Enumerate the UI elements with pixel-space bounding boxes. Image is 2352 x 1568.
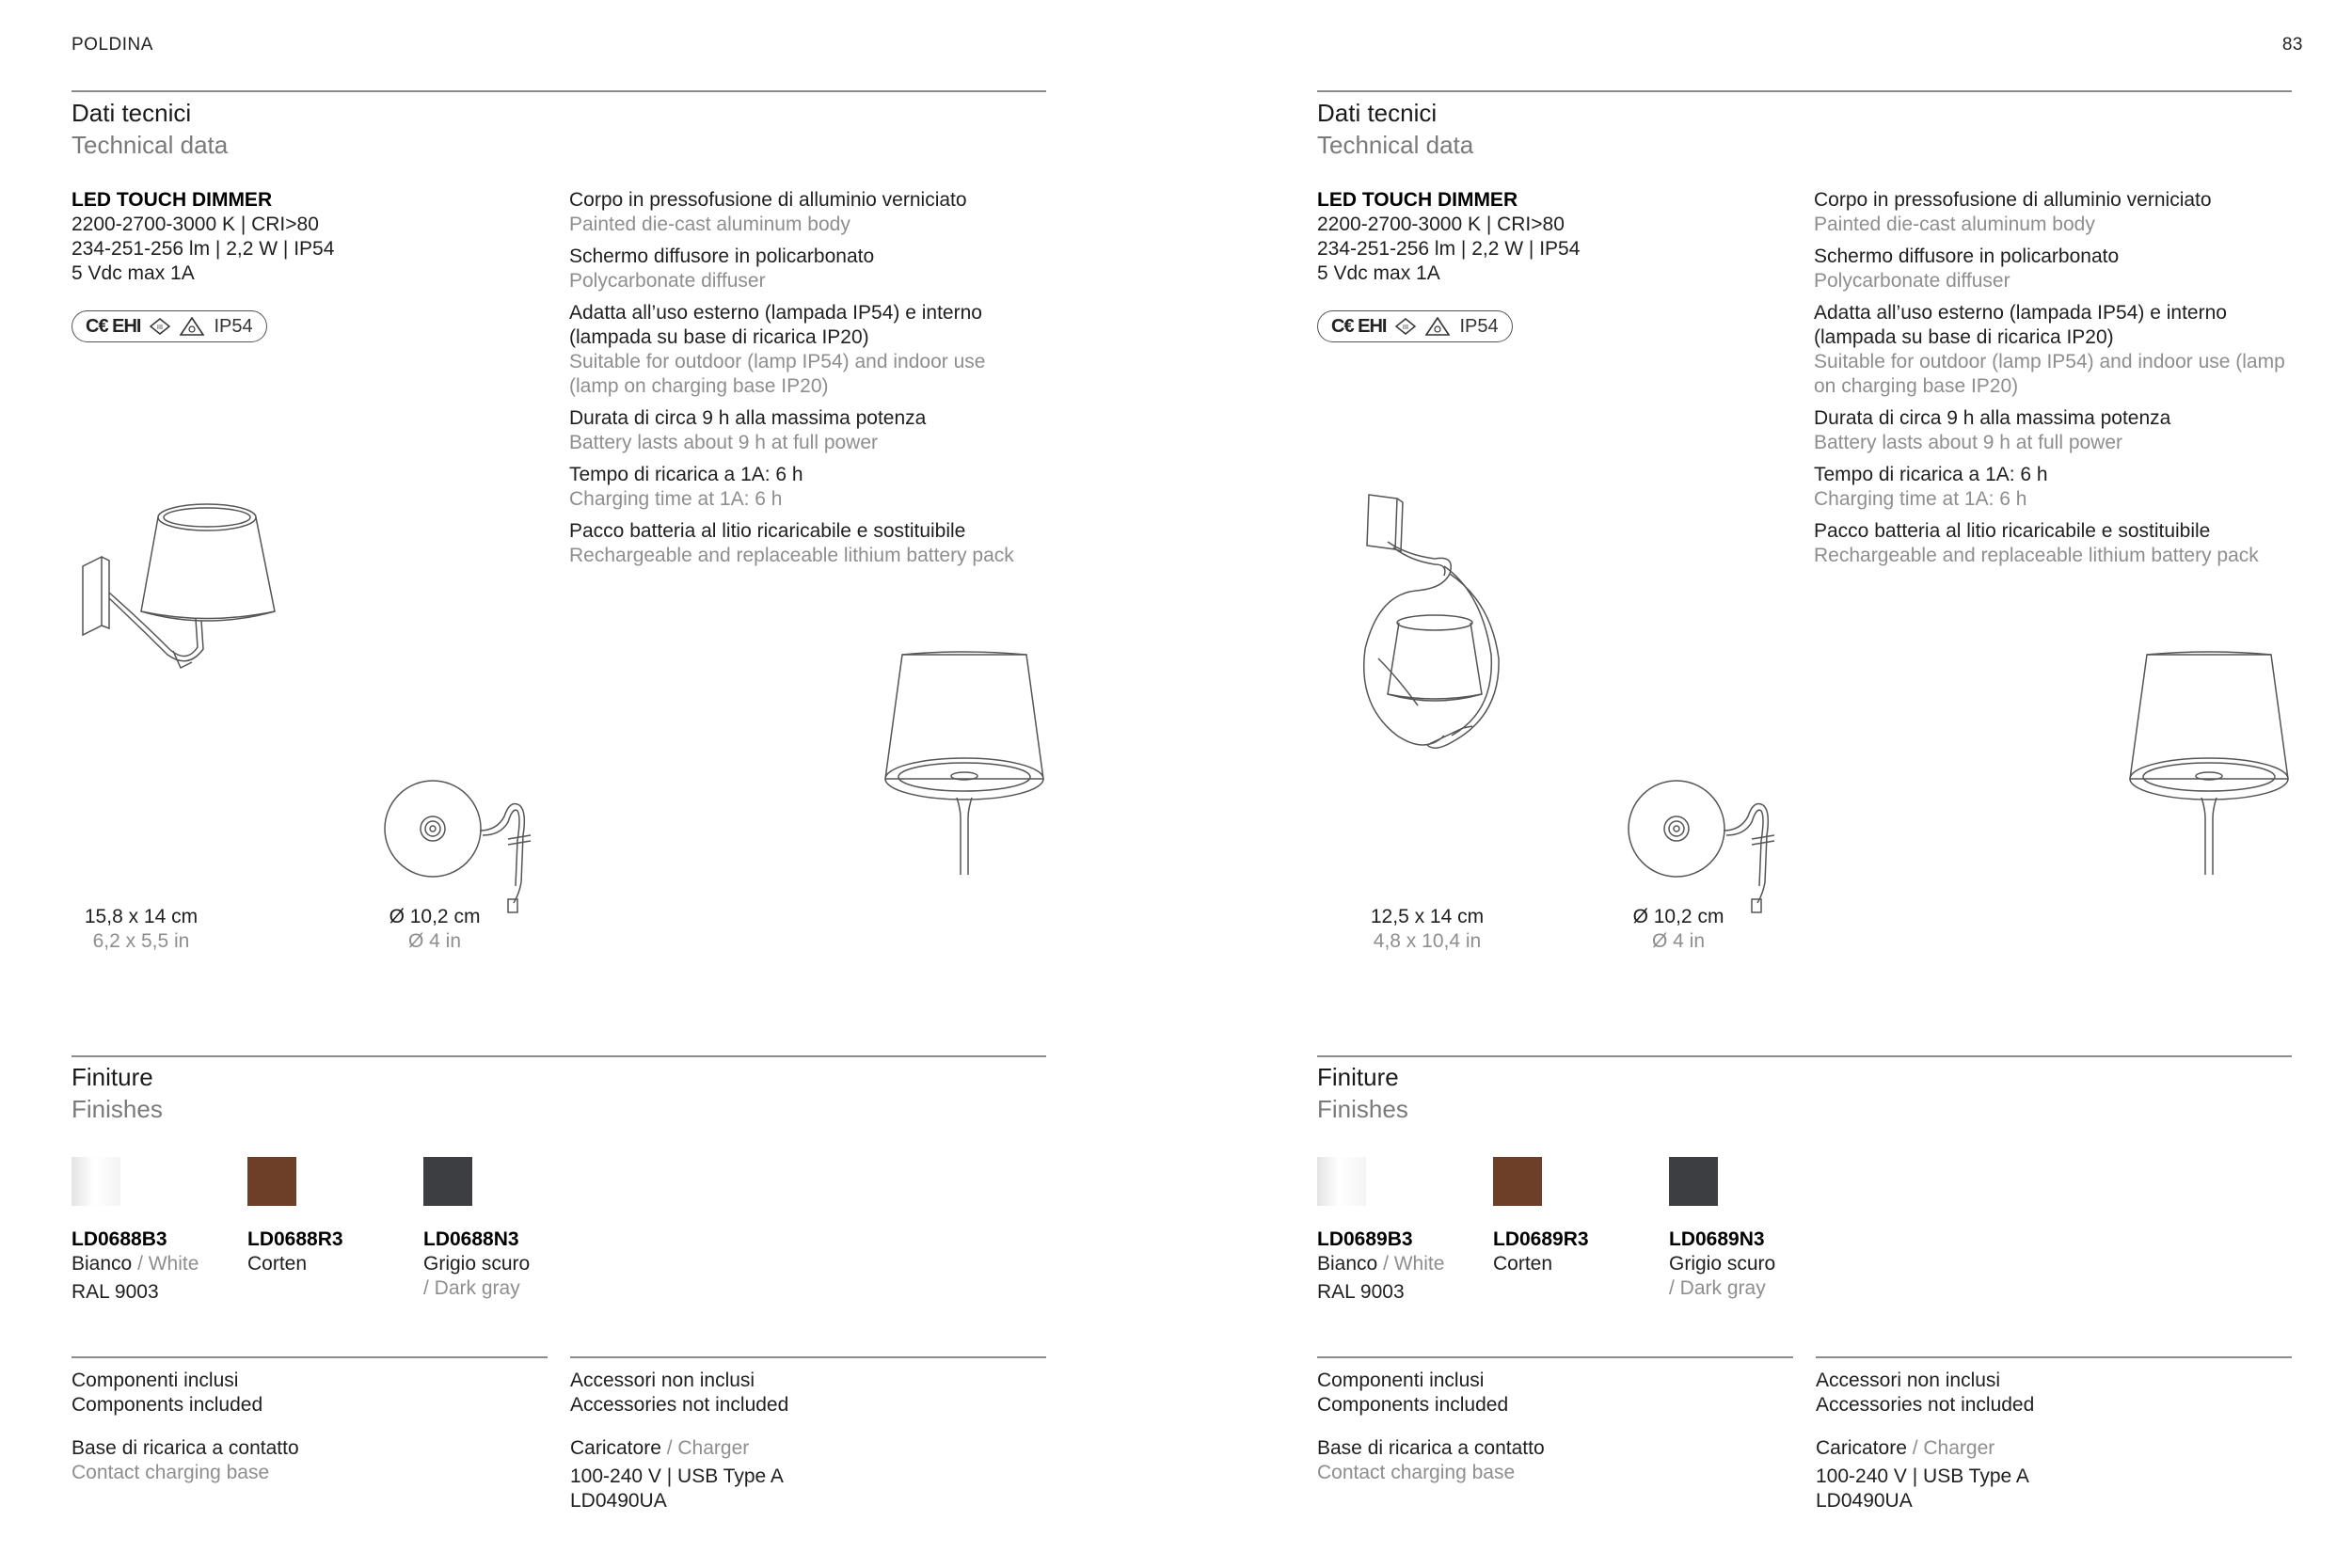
lamp-dimensions: 15,8 x 14 cm 6,2 x 5,5 in xyxy=(84,906,199,952)
accessories-not-included: Accessori non inclusi Accessories not included Caricatore / Charger 100-240 V | USB Type A LD0490UA xyxy=(1816,1370,2035,1512)
feature-item: Tempo di ricarica a 1A: 6 h Charging time at 1A: 6 h xyxy=(1814,464,2048,510)
ce-eac-mark-icon: C€ EHI xyxy=(1331,315,1387,337)
charging-base-drawing xyxy=(1628,779,1788,915)
finish-item: LD0689R3 Corten xyxy=(1493,1228,1589,1275)
warning-triangle-icon xyxy=(180,317,204,336)
feature-item: Corpo in pressofusione di alluminio verniciato Painted die-cast aluminum body xyxy=(1814,189,2212,235)
feature-item: Adatta all’uso esterno (lampada IP54) e interno (lampada su base di ricarica IP20) Suitable for outdoor (lamp IP54) and indoor use (lamp on charging base IP20) xyxy=(1814,302,2285,397)
finish-item: LD0689B3 Bianco / White RAL 9003 xyxy=(1317,1228,1445,1303)
finish-item: LD0688B3 Bianco / White RAL 9003 xyxy=(72,1228,199,1303)
features-list xyxy=(1814,188,2294,576)
finish-item: LD0688N3 Grigio scuro / Dark gray xyxy=(423,1228,531,1299)
finish-swatch-corten xyxy=(247,1157,296,1206)
components-included: Componenti inclusi Components included Base di ricarica a contatto Contact charging base xyxy=(72,1370,299,1483)
table-lamp-drawing xyxy=(2124,649,2294,884)
feature-item: Schermo diffusore in policarbonato Polycarbonate diffuser xyxy=(569,245,875,292)
finish-item: LD0688R3 Corten xyxy=(247,1228,343,1275)
technical-data-heading: Dati tecnici Technical data xyxy=(1317,99,1474,159)
svg-text:III: III xyxy=(157,324,164,331)
feature-item: Schermo diffusore in policarbonato Polycarbonate diffuser xyxy=(1814,245,2120,292)
features-list xyxy=(569,188,1040,576)
page-number: 83 xyxy=(2281,35,2303,55)
finish-swatch-white xyxy=(1317,1157,1366,1206)
spec-block: LED TOUCH DIMMER 2200-2700-3000 K | CRI>80 234-251-256 lm | 2,2 W | IP54 5 Vdc max 1A xyxy=(1317,189,1581,284)
feature-item: Durata di circa 9 h alla massima potenza Battery lasts about 9 h at full power xyxy=(569,407,927,453)
finish-swatch-dark-gray xyxy=(423,1157,472,1206)
feature-item: Tempo di ricarica a 1A: 6 h Charging time at 1A: 6 h xyxy=(569,464,803,510)
divider xyxy=(570,1356,1046,1358)
components-included: Componenti inclusi Components included Base di ricarica a contatto Contact charging base xyxy=(1317,1370,1545,1483)
charging-base-drawing xyxy=(384,779,544,915)
lamp-dimensions: 12,5 x 14 cm 4,8 x 10,4 in xyxy=(1370,906,1485,952)
wall-lamp-drawing xyxy=(75,489,282,673)
divider xyxy=(1816,1356,2292,1358)
base-dimensions: Ø 10,2 cm Ø 4 in xyxy=(1632,906,1724,952)
divider xyxy=(72,90,1046,92)
finish-item: LD0689N3 Grigio scuro / Dark gray xyxy=(1669,1228,1776,1299)
divider xyxy=(1317,1055,2292,1057)
finish-swatch-white xyxy=(72,1157,120,1206)
divider xyxy=(72,1055,1046,1057)
class-iii-icon xyxy=(150,318,170,335)
svg-text:III: III xyxy=(1403,324,1409,331)
base-dimensions: Ø 10,2 cm Ø 4 in xyxy=(389,906,481,952)
feature-item: Durata di circa 9 h alla massima potenza Battery lasts about 9 h at full power xyxy=(1814,407,2171,453)
feature-item: Pacco batteria al litio ricaricabile e sostituibile Rechargeable and replaceable lithium battery pack xyxy=(1814,520,2259,566)
table-lamp-drawing xyxy=(880,649,1049,884)
divider xyxy=(1317,1356,1793,1358)
certification-badge: C€ EHI III IP54 xyxy=(72,310,267,342)
finish-swatch-dark-gray xyxy=(1669,1157,1718,1206)
divider xyxy=(1317,90,2292,92)
finish-swatch-corten xyxy=(1493,1157,1542,1206)
feature-item: Adatta all’uso esterno (lampada IP54) e interno (lampada su base di ricarica IP20) Suitable for outdoor (lamp IP54) and indoor use (lamp on charging base IP20) xyxy=(569,302,986,397)
accessories-not-included: Accessori non inclusi Accessories not included Caricatore / Charger 100-240 V | USB Type A LD0490UA xyxy=(570,1370,789,1512)
certification-badge: C€ EHI III IP54 xyxy=(1317,310,1513,342)
spec-block: LED TOUCH DIMMER 2200-2700-3000 K | CRI>80 234-251-256 lm | 2,2 W | IP54 5 Vdc max 1A xyxy=(72,189,335,284)
brand-name: POLDINA xyxy=(72,35,153,55)
divider xyxy=(72,1356,548,1358)
technical-data-heading: Dati tecnici Technical data xyxy=(72,99,229,159)
feature-item: Pacco batteria al litio ricaricabile e sostituibile Rechargeable and replaceable lithium battery pack xyxy=(569,520,1014,566)
warning-triangle-icon xyxy=(1425,317,1450,336)
ce-eac-mark-icon: C€ EHI xyxy=(86,315,141,337)
loop-wall-lamp-drawing xyxy=(1341,489,1529,800)
feature-item: Corpo in pressofusione di alluminio verniciato Painted die-cast aluminum body xyxy=(569,189,967,235)
finishes-heading: Finiture Finishes xyxy=(72,1063,163,1123)
finishes-heading: Finiture Finishes xyxy=(1317,1063,1408,1123)
class-iii-icon xyxy=(1395,318,1416,335)
